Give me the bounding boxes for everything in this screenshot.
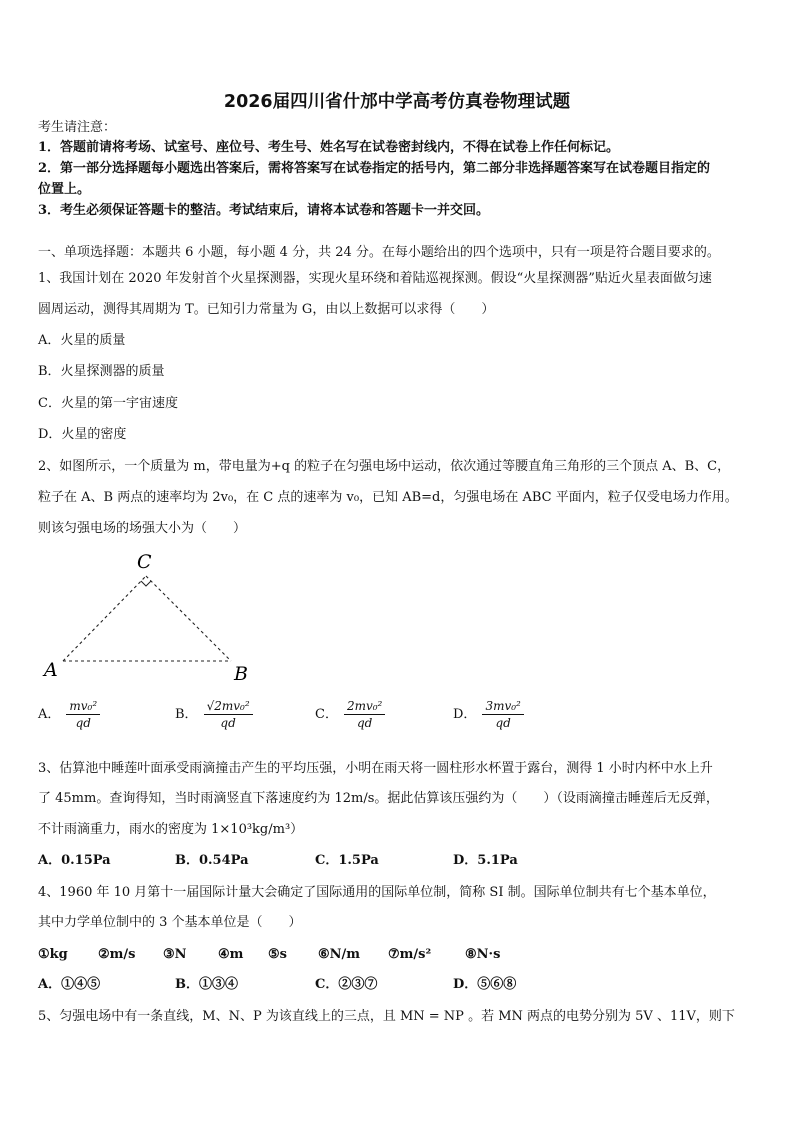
side-bc xyxy=(146,576,231,661)
q1-option-d: D．火星的密度 xyxy=(38,427,127,442)
triangle-figure xyxy=(38,548,268,686)
right-angle-mark xyxy=(141,581,151,586)
unit-5: ⑤s xyxy=(268,947,287,962)
section-heading: 一、单项选择题：本题共 6 小题，每小题 4 分，共 24 分。在每小题给出的四个选项中，只有一项是符合题目要求的。 xyxy=(38,245,720,260)
q5-stem-line1: 5、匀强电场中有一条直线，M、N、P 为该直线上的三点，且 MN = NP 。若 MN 两点的电势分别为 5V 、11V，则下 xyxy=(38,1009,735,1024)
notice-item-2-cont: 位置上。 xyxy=(38,182,91,197)
q3-stem-line3: 不计雨滴重力，雨水的密度为 1×10³kg/m³） xyxy=(38,822,304,837)
exam-title: 2026届四川省什邡中学高考仿真卷物理试题 xyxy=(223,92,571,112)
q2-option-d: D． $\frac{\text{3mv₀²}}{qd}$ xyxy=(453,698,524,731)
q3-option-c: C．1.5Pa xyxy=(315,853,379,868)
unit-2: ②m/s xyxy=(98,947,136,962)
q1-option-c: C．火星的第一宇宙速度 xyxy=(38,396,178,411)
q2-stem-line2: 粒子在 A、B 两点的速率均为 2v₀，在 C 点的速率为 v₀，已知 AB=d，匀强电场在 ABC 平面内，粒子仅受电场力作用。 xyxy=(38,490,738,505)
q4-option-a: A．①④⑤ xyxy=(38,977,101,992)
label-a: A xyxy=(44,659,58,681)
q1-option-b: B．火星探测器的质量 xyxy=(38,364,165,379)
q2-option-b: B． $\frac{\text{√2mv₀²}}{qd}$ xyxy=(175,698,253,731)
label-b: B xyxy=(234,663,248,685)
unit-1: ①kg xyxy=(38,947,68,962)
q4-option-d: D．⑤⑥⑧ xyxy=(453,977,517,992)
q4-stem-line2: 其中力学单位制中的 3 个基本单位是（ ） xyxy=(38,915,302,930)
q2-option-c: C． $\frac{\text{2mv₀²}}{qd}$ xyxy=(315,698,385,731)
notice-item-3: 3．考生必须保证答题卡的整洁。考试结束后，请将本试卷和答题卡一并交回。 xyxy=(38,203,490,218)
q2-stem-line1: 2、如图所示，一个质量为 m，带电量为+q 的粒子在匀强电场中运动，依次通过等腰直角三角形的三个顶点 A、B、C， xyxy=(38,459,731,474)
q3-option-a: A．0.15Pa xyxy=(38,853,111,868)
q1-stem-line1: 1、我国计划在 2020 年发射首个火星探测器，实现火星环绕和着陆巡视探测。假设“火星探测器”贴近火星表面做匀速 xyxy=(38,271,712,286)
unit-7: ⑦m/s² xyxy=(388,947,432,962)
q3-stem-line2: 了 45mm。查询得知，当时雨滴竖直下落速度约为 12m/s。据此估算该压强约为（ ）（设雨滴撞击睡莲后无反弹， xyxy=(38,791,719,806)
q4-option-b: B．①③④ xyxy=(175,977,238,992)
unit-3: ③N xyxy=(163,947,187,962)
notice-item-2: 2．第一部分选择题每小题选出答案后，需将答案写在试卷指定的括号内，第二部分非选择题答案写在试卷题目指定的 xyxy=(38,161,711,176)
notice-item-1: 1．答题前请将考场、试室号、座位号、考生号、姓名写在试卷密封线内，不得在试卷上作任何标记。 xyxy=(38,140,620,155)
q3-option-d: D．5.1Pa xyxy=(453,853,518,868)
q1-option-a: A．火星的质量 xyxy=(38,333,126,348)
q1-stem-line2: 圆周运动，测得其周期为 T。已知引力常量为 G，由以上数据可以求得（ ） xyxy=(38,302,495,317)
q2-stem-line3: 则该匀强电场的场强大小为（ ） xyxy=(38,521,247,536)
q2-option-a: A． $\frac{\text{mv₀²}}{qd}$ xyxy=(38,698,100,731)
q3-option-b: B．0.54Pa xyxy=(175,853,249,868)
unit-4: ④m xyxy=(218,947,244,962)
unit-8: ⑧N·s xyxy=(465,947,501,962)
q4-stem-line1: 4、1960 年 10 月第十一届国际计量大会确定了国际通用的国际单位制，简称 SI 制。国际单位制共有七个基本单位， xyxy=(38,885,716,900)
label-c: C xyxy=(137,551,152,573)
q3-stem-line1: 3、估算池中睡莲叶面承受雨滴撞击产生的平均压强，小明在雨天将一圆柱形水杯置于露台，测得 1 小时内杯中水上升 xyxy=(38,761,713,776)
q4-option-c: C．②③⑦ xyxy=(315,977,378,992)
side-ac xyxy=(63,576,146,661)
notice-heading: 考生请注意： xyxy=(38,120,117,135)
unit-6: ⑥N/m xyxy=(318,947,361,962)
